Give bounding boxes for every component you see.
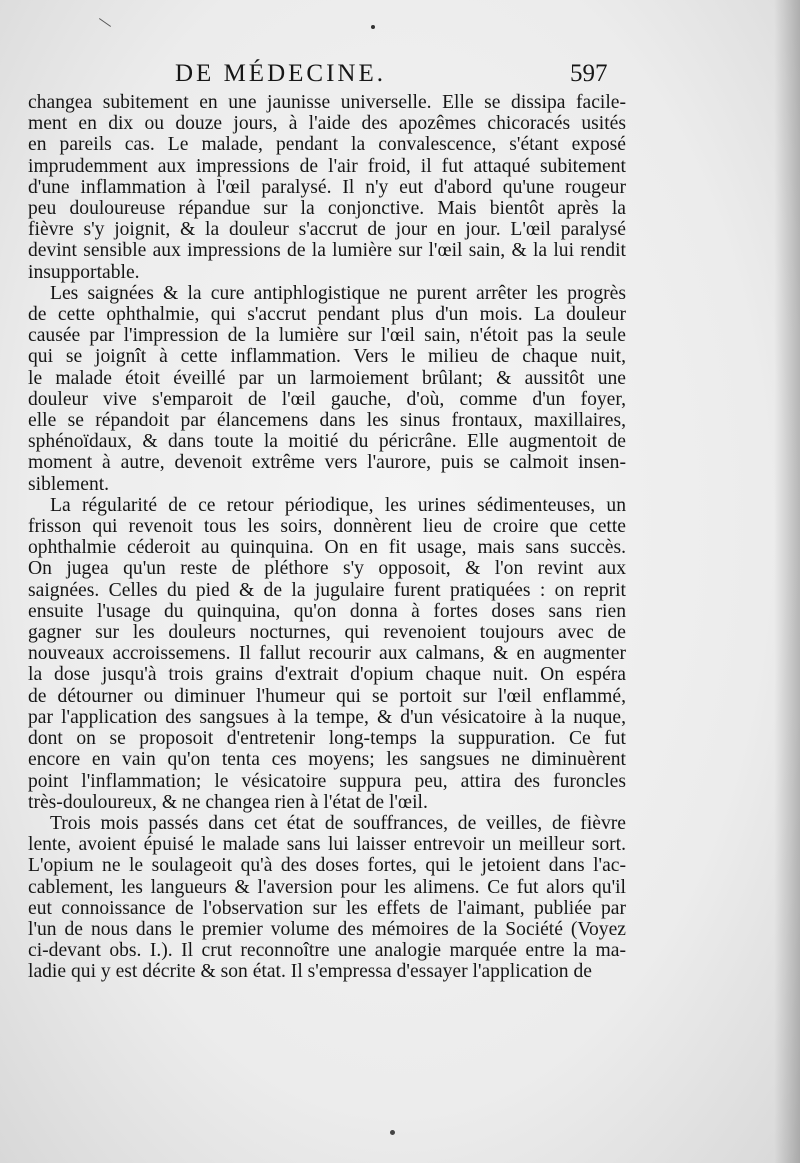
text-line: L'opium ne le soulageoit qu'à des doses fortes, qui le jetoient dans l'ac- bbox=[28, 855, 626, 877]
text-line: insupportable. bbox=[28, 261, 140, 283]
text-line: d'une inflammation à l'œil paralysé. Il n'y eut d'abord qu'une rougeur bbox=[28, 176, 626, 198]
text-line: ensuite l'usage du quinquina, qu'on donna à fortes doses sans rien bbox=[28, 600, 626, 622]
text-line: fièvre s'y joignit, & la douleur s'accrut de jour en jour. L'œil paralysé bbox=[28, 219, 626, 241]
text-line: cablement, les langueurs & l'aversion pour les alimens. Ce fut alors qu'il bbox=[28, 876, 626, 898]
text-line: ci-devant obs. I.). Il crut reconnoître une analogie marquée entre la ma- bbox=[28, 940, 626, 962]
text-line: point l'inflammation; le vésicatoire suppura peu, attira des furoncles bbox=[28, 770, 626, 792]
paragraph bbox=[28, 495, 626, 813]
text-line: La régularité de ce retour périodique, les urines sédimenteuses, un bbox=[50, 494, 626, 516]
text-line: peu douloureuse répandue sur la conjonctive. Mais bientôt après la bbox=[28, 198, 626, 220]
text-line: gagner sur les douleurs nocturnes, qui revenoient toujours avec de bbox=[28, 622, 626, 644]
text-line: eut connoissance de l'observation sur les effets de l'aimant, publiée par bbox=[28, 897, 626, 919]
text-line: sphénoïdaux, & dans toute la moitié du péricrâne. Elle augmentoit de bbox=[28, 431, 626, 453]
page-header bbox=[0, 58, 800, 94]
scan-dot bbox=[371, 25, 375, 29]
paragraph bbox=[28, 283, 626, 495]
text-line: de détourner ou diminuer l'humeur qui se portoit sur l'œil enflammé, bbox=[28, 685, 626, 707]
paragraph bbox=[28, 92, 626, 283]
text-line: On jugea qu'un reste de pléthore s'y opposoit, & l'on revint aux bbox=[28, 558, 626, 580]
text-line: ladie qui y est décrite & son état. Il s'empressa d'essayer l'application de bbox=[28, 961, 592, 983]
text-line: changea subitement en une jaunisse universelle. Elle se dissipa facile- bbox=[28, 92, 626, 113]
text-line: moment à autre, devenoit extrême vers l'aurore, puis se calmoit insen- bbox=[28, 452, 626, 474]
text-line: imprudemment aux impressions de l'air froid, il fut attaqué subitement bbox=[28, 155, 626, 177]
text-line: Trois mois passés dans cet état de souffrances, de veilles, de fièvre bbox=[50, 812, 626, 834]
text-line: Les saignées & la cure antiphlogistique ne purent arrêter les progrès bbox=[50, 282, 626, 304]
text-line: de cette ophthalmie, qui s'accrut pendant plus d'un mois. La douleur bbox=[28, 304, 626, 326]
text-line: nouveaux accroissemens. Il fallut recourir aux calmans, & en augmenter bbox=[28, 643, 626, 665]
body-text bbox=[28, 92, 626, 983]
text-line: elle se répandoit par élancemens dans les sinus frontaux, maxillaires, bbox=[28, 410, 626, 432]
text-line: le malade étoit éveillé par un larmoiement brûlant; & aussitôt une bbox=[28, 367, 626, 389]
text-line: douleur vive s'emparoit de l'œil gauche, d'où, comme d'un foyer, bbox=[28, 388, 626, 410]
text-line: causée par l'impression de la lumière sur l'œil sain, n'étoit pas la seule bbox=[28, 325, 626, 347]
text-line: l'un de nous dans le premier volume des mémoires de la Société (Voyez bbox=[28, 918, 626, 940]
scan-mark bbox=[99, 18, 111, 27]
text-line: ophthalmie céderoit au quinquina. On en fit usage, mais sans succès. bbox=[28, 537, 626, 559]
text-line: en pareils cas. Le malade, pendant la convalescence, s'étant exposé bbox=[28, 134, 626, 156]
paragraph bbox=[28, 813, 626, 983]
text-line: très-douloureux, & ne changea rien à l'état de l'œil. bbox=[28, 791, 428, 813]
text-line: siblement. bbox=[28, 473, 110, 495]
text-line: ment en dix ou douze jours, à l'aide des apozêmes chicoracés usités bbox=[28, 113, 626, 135]
text-line: saignées. Celles du pied & de la jugulaire furent pratiquées : on reprit bbox=[28, 579, 626, 601]
gutter-shadow bbox=[774, 0, 800, 1163]
text-line: la dose jusqu'à trois grains d'extrait d'opium chaque nuit. On espéra bbox=[28, 664, 626, 686]
text-line: lente, avoient épuisé le malade sans lui laisser entrevoir un meilleur sort. bbox=[28, 834, 626, 856]
scan-dot bbox=[390, 1130, 395, 1135]
text-line: par l'application des sangsues à la tempe, & d'un vésicatoire à la nuque, bbox=[28, 706, 626, 728]
running-head: DE MÉDECINE. bbox=[175, 60, 386, 87]
text-line: frisson qui revenoit tous les soirs, donnèrent lieu de croire que cette bbox=[28, 516, 626, 538]
text-line: dont on se proposoit d'entretenir long-temps la suppuration. Ce fut bbox=[28, 728, 626, 750]
page-number: 597 bbox=[570, 60, 608, 87]
text-line: qui se joignît à cette inflammation. Vers le milieu de chaque nuit, bbox=[28, 346, 626, 368]
text-line: devint sensible aux impressions de la lumière sur l'œil sain, & la lui rendit bbox=[28, 240, 626, 262]
text-line: encore en vain qu'on tenta ces moyens; les sangsues ne diminuèrent bbox=[28, 749, 626, 771]
